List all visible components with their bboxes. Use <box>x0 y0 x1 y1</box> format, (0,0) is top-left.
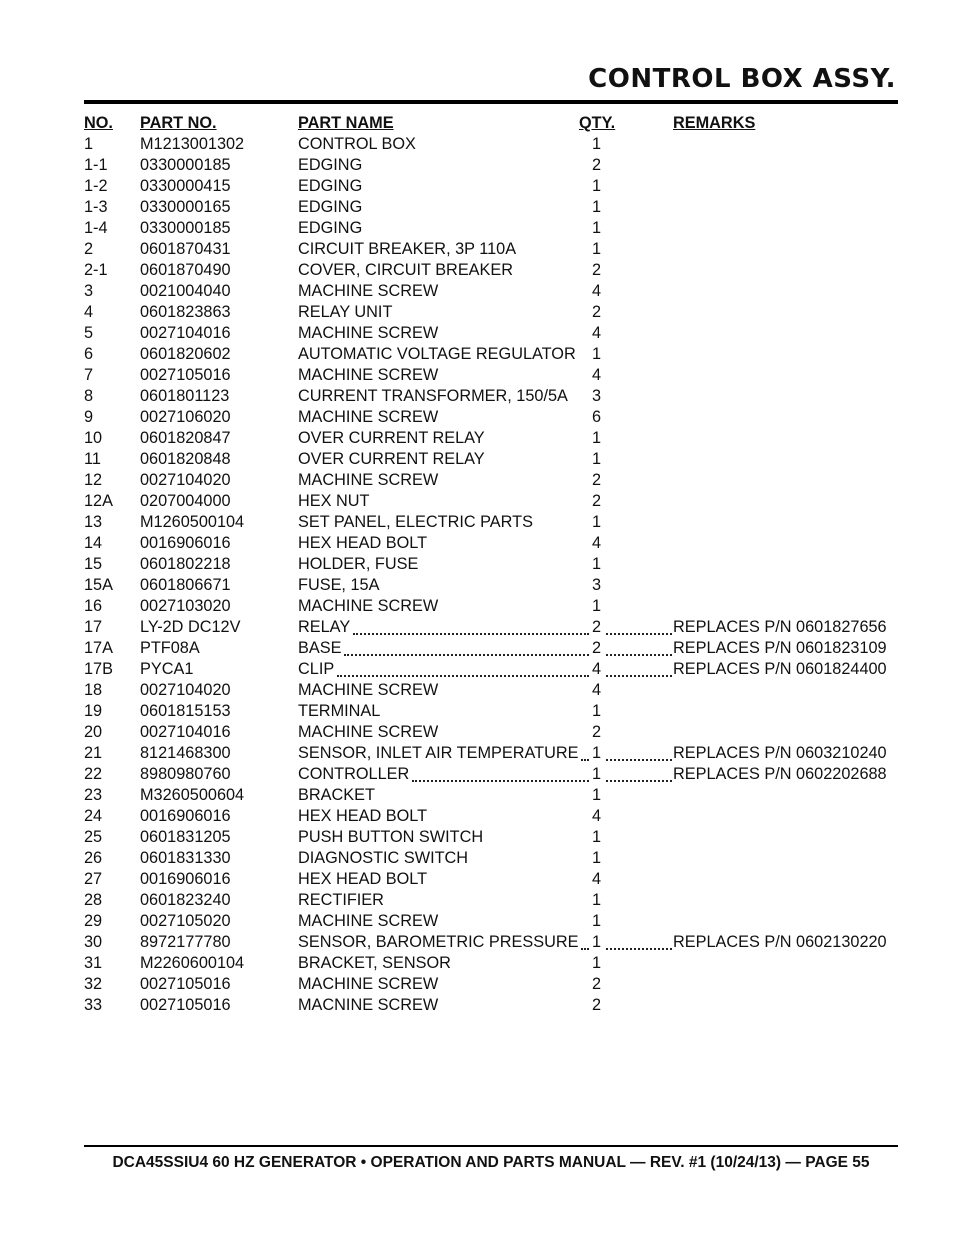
table-row <box>84 470 898 491</box>
part-qty: 1 <box>592 597 602 615</box>
dot-leader <box>606 617 672 635</box>
part-number: LY-2D DC12V <box>140 618 241 636</box>
part-remarks: REPLACES P/N 0601827656 <box>673 618 887 636</box>
part-name: OVER CURRENT RELAY <box>298 450 485 468</box>
table-row <box>84 995 898 1016</box>
part-qty: 1 <box>592 933 602 951</box>
part-qty: 4 <box>592 807 602 825</box>
table-row <box>84 239 898 260</box>
part-qty: 1 <box>592 513 602 531</box>
part-qty: 1 <box>592 135 602 153</box>
header-remarks: REMARKS <box>673 114 756 132</box>
part-qty: 1 <box>592 219 602 237</box>
part-number-index: 1 <box>84 135 94 153</box>
table-row <box>84 344 898 365</box>
part-qty: 1 <box>592 891 602 909</box>
dot-leader <box>581 743 589 761</box>
part-number: 0027105016 <box>140 996 231 1014</box>
part-name: EDGING <box>298 156 363 174</box>
table-row <box>84 260 898 281</box>
part-number-index: 26 <box>84 849 103 867</box>
part-number: 0601831330 <box>140 849 231 867</box>
part-name: SENSOR, BAROMETRIC PRESSURE <box>298 933 579 951</box>
part-name: MACHINE SCREW <box>298 975 439 993</box>
part-name: CONTROLLER <box>298 765 410 783</box>
part-name: CURRENT TRANSFORMER, 150/5A <box>298 387 568 405</box>
dot-leader <box>412 764 589 782</box>
part-number: 0601831205 <box>140 828 231 846</box>
part-number-index: 3 <box>84 282 94 300</box>
page-footer: DCA45SSIU4 60 HZ GENERATOR • OPERATION AND PARTS MANUAL — REV. #1 (10/24/13) — PAGE 55 <box>112 1154 870 1171</box>
part-number: 0027105016 <box>140 975 231 993</box>
part-name: MACHINE SCREW <box>298 408 439 426</box>
part-number: 0601870431 <box>140 240 231 258</box>
part-name: BRACKET, SENSOR <box>298 954 451 972</box>
part-name: MACHINE SCREW <box>298 366 439 384</box>
dot-leader <box>337 659 589 677</box>
part-qty: 2 <box>592 996 602 1014</box>
part-remarks: REPLACES P/N 0601823109 <box>673 639 887 657</box>
table-row <box>84 407 898 428</box>
part-qty: 4 <box>592 324 602 342</box>
part-number-index: 13 <box>84 513 103 531</box>
part-number-index: 1-2 <box>84 177 108 195</box>
header-qty: QTY. <box>579 114 616 132</box>
part-qty: 2 <box>592 303 602 321</box>
part-number: M1260500104 <box>140 513 245 531</box>
part-qty: 4 <box>592 534 602 552</box>
part-number-index: 27 <box>84 870 103 888</box>
part-number-index: 10 <box>84 429 103 447</box>
part-number-index: 24 <box>84 807 103 825</box>
part-number: 0601802218 <box>140 555 231 573</box>
part-qty: 1 <box>592 240 602 258</box>
part-remarks: REPLACES P/N 0602130220 <box>673 933 887 951</box>
part-name: MACHINE SCREW <box>298 324 439 342</box>
table-row <box>84 197 898 218</box>
part-number-index: 31 <box>84 954 103 972</box>
part-name: MACHINE SCREW <box>298 723 439 741</box>
part-name: HOLDER, FUSE <box>298 555 419 573</box>
dot-leader <box>606 743 672 761</box>
part-name: BRACKET <box>298 786 375 804</box>
table-row <box>84 764 898 785</box>
part-number-index: 25 <box>84 828 103 846</box>
part-name: HEX HEAD BOLT <box>298 534 428 552</box>
part-name: FUSE, 15A <box>298 576 380 594</box>
part-name: HEX NUT <box>298 492 370 510</box>
table-row <box>84 302 898 323</box>
table-row <box>84 848 898 869</box>
part-remarks: REPLACES P/N 0601824400 <box>673 660 887 678</box>
part-number-index: 19 <box>84 702 103 720</box>
parts-table <box>84 113 898 1016</box>
part-name: MACHINE SCREW <box>298 681 439 699</box>
dot-leader <box>606 638 672 656</box>
part-name: RECTIFIER <box>298 891 384 909</box>
part-qty: 1 <box>592 828 602 846</box>
part-number-index: 1-1 <box>84 156 108 174</box>
part-number: 0601823863 <box>140 303 231 321</box>
table-row <box>84 176 898 197</box>
part-number: 0601820847 <box>140 429 231 447</box>
part-number: 0330000185 <box>140 156 231 174</box>
part-number-index: 7 <box>84 366 94 384</box>
part-number: 0027104020 <box>140 681 231 699</box>
page-title: CONTROL BOX ASSY. <box>588 64 896 94</box>
part-qty: 1 <box>592 786 602 804</box>
part-number-index: 17B <box>84 660 113 678</box>
part-remarks: REPLACES P/N 0602202688 <box>673 765 887 783</box>
part-number-index: 33 <box>84 996 103 1014</box>
part-number: 0601823240 <box>140 891 231 909</box>
part-name: CLIP <box>298 660 335 678</box>
part-number-index: 11 <box>84 450 101 468</box>
table-row <box>84 638 898 659</box>
table-row <box>84 827 898 848</box>
part-number-index: 17 <box>84 618 103 636</box>
part-qty: 2 <box>592 618 602 636</box>
table-row <box>84 155 898 176</box>
table-body <box>84 134 898 1016</box>
part-number: 0601870490 <box>140 261 231 279</box>
part-number: 0016906016 <box>140 807 231 825</box>
table-row <box>84 890 898 911</box>
dot-leader <box>353 617 589 635</box>
table-row <box>84 911 898 932</box>
part-name: CIRCUIT BREAKER, 3P 110A <box>298 240 517 258</box>
part-qty: 1 <box>592 450 602 468</box>
part-number: 0330000415 <box>140 177 231 195</box>
header-part-name: PART NAME <box>298 114 394 132</box>
part-qty: 4 <box>592 681 602 699</box>
part-qty: 4 <box>592 282 602 300</box>
dot-leader <box>344 638 589 656</box>
part-number: 0027104016 <box>140 723 231 741</box>
part-number: 0601801123 <box>140 387 230 405</box>
part-qty: 6 <box>592 408 602 426</box>
part-number: 0027105020 <box>140 912 231 930</box>
table-row <box>84 932 898 953</box>
part-number: 0601806671 <box>140 576 231 594</box>
part-name: MACHINE SCREW <box>298 597 439 615</box>
part-name: OVER CURRENT RELAY <box>298 429 485 447</box>
table-row <box>84 554 898 575</box>
part-name: EDGING <box>298 177 363 195</box>
part-qty: 4 <box>592 366 602 384</box>
part-number: 0330000165 <box>140 198 231 216</box>
part-number: 8972177780 <box>140 933 231 951</box>
part-name: HEX HEAD BOLT <box>298 807 428 825</box>
part-number-index: 2-1 <box>84 261 108 279</box>
part-number: 0027103020 <box>140 597 231 615</box>
table-row <box>84 785 898 806</box>
part-number: M2260600104 <box>140 954 245 972</box>
part-name: TERMINAL <box>298 702 381 720</box>
part-name: RELAY UNIT <box>298 303 393 321</box>
part-qty: 1 <box>592 198 602 216</box>
part-name: AUTOMATIC VOLTAGE REGULATOR <box>298 345 576 363</box>
part-name: COVER, CIRCUIT BREAKER <box>298 261 514 279</box>
part-number: M3260500604 <box>140 786 245 804</box>
table-row <box>84 533 898 554</box>
part-number-index: 2 <box>84 240 94 258</box>
part-qty: 3 <box>592 387 602 405</box>
part-name: RELAY <box>298 618 351 636</box>
part-number-index: 30 <box>84 933 103 951</box>
part-number: 8980980760 <box>140 765 231 783</box>
part-name: MACHINE SCREW <box>298 471 439 489</box>
table-row <box>84 428 898 449</box>
table-row <box>84 218 898 239</box>
part-name: MACHINE SCREW <box>298 912 439 930</box>
part-number-index: 18 <box>84 681 103 699</box>
part-name: MACNINE SCREW <box>298 996 439 1014</box>
part-qty: 2 <box>592 975 602 993</box>
part-number: 0601820848 <box>140 450 231 468</box>
part-number-index: 9 <box>84 408 94 426</box>
part-number: 0016906016 <box>140 870 231 888</box>
part-name: BASE <box>298 639 342 657</box>
part-number: 8121468300 <box>140 744 231 762</box>
part-qty: 2 <box>592 723 602 741</box>
part-number-index: 17A <box>84 639 113 657</box>
table-row <box>84 974 898 995</box>
table-row <box>84 596 898 617</box>
part-qty: 1 <box>592 702 602 720</box>
footer-rule <box>84 1145 898 1147</box>
part-number-index: 1-4 <box>84 219 108 237</box>
table-row <box>84 575 898 596</box>
table-row <box>84 680 898 701</box>
part-number-index: 1-3 <box>84 198 108 216</box>
part-number-index: 28 <box>84 891 103 909</box>
table-row <box>84 617 898 638</box>
part-number-index: 14 <box>84 534 103 552</box>
table-row <box>84 869 898 890</box>
dot-leader <box>606 659 672 677</box>
part-number: 0601815153 <box>140 702 231 720</box>
table-row <box>84 449 898 470</box>
table-header-row <box>84 113 898 134</box>
part-number: 0021004040 <box>140 282 231 300</box>
part-qty: 1 <box>592 765 602 783</box>
table-row <box>84 659 898 680</box>
part-number: 0027106020 <box>140 408 231 426</box>
dot-leader <box>606 932 672 950</box>
part-qty: 1 <box>592 912 602 930</box>
part-number-index: 6 <box>84 345 94 363</box>
table-row <box>84 365 898 386</box>
part-name: SET PANEL, ELECTRIC PARTS <box>298 513 533 531</box>
part-number: PTF08A <box>140 639 200 657</box>
part-number-index: 22 <box>84 765 103 783</box>
part-number-index: 15A <box>84 576 113 594</box>
part-number-index: 29 <box>84 912 103 930</box>
table-row <box>84 386 898 407</box>
part-number-index: 21 <box>84 744 103 762</box>
part-qty: 1 <box>592 744 602 762</box>
table-row <box>84 806 898 827</box>
part-number: 0207004000 <box>140 492 231 510</box>
part-remarks: REPLACES P/N 0603210240 <box>673 744 887 762</box>
table-row <box>84 323 898 344</box>
title-rule <box>84 100 898 104</box>
part-qty: 1 <box>592 555 602 573</box>
part-number-index: 15 <box>84 555 103 573</box>
part-number-index: 12 <box>84 471 103 489</box>
part-number: 0330000185 <box>140 219 231 237</box>
header-part-no: PART NO. <box>140 114 217 132</box>
table-row <box>84 722 898 743</box>
table-row <box>84 491 898 512</box>
part-number-index: 5 <box>84 324 94 342</box>
part-number: 0027104016 <box>140 324 231 342</box>
table-row <box>84 281 898 302</box>
part-qty: 4 <box>592 870 602 888</box>
part-number: PYCA1 <box>140 660 194 678</box>
table-row <box>84 512 898 533</box>
part-qty: 2 <box>592 156 602 174</box>
part-name: CONTROL BOX <box>298 135 416 153</box>
part-qty: 2 <box>592 639 602 657</box>
table-row <box>84 701 898 722</box>
part-name: EDGING <box>298 198 363 216</box>
part-qty: 1 <box>592 177 602 195</box>
part-number: M1213001302 <box>140 135 245 153</box>
part-number-index: 8 <box>84 387 94 405</box>
part-number-index: 32 <box>84 975 103 993</box>
dot-leader <box>581 932 589 950</box>
part-name: HEX HEAD BOLT <box>298 870 428 888</box>
part-name: PUSH BUTTON SWITCH <box>298 828 484 846</box>
part-name: MACHINE SCREW <box>298 282 439 300</box>
table-row <box>84 953 898 974</box>
part-qty: 4 <box>592 660 602 678</box>
part-number-index: 4 <box>84 303 94 321</box>
part-number: 0016906016 <box>140 534 231 552</box>
part-number-index: 12A <box>84 492 113 510</box>
part-number-index: 23 <box>84 786 103 804</box>
part-qty: 2 <box>592 471 602 489</box>
part-number: 0027105016 <box>140 366 231 384</box>
part-qty: 1 <box>592 345 602 363</box>
part-qty: 1 <box>592 849 602 867</box>
part-name: EDGING <box>298 219 363 237</box>
part-name: SENSOR, INLET AIR TEMPERATURE <box>298 744 579 762</box>
table-row <box>84 134 898 155</box>
part-number: 0027104020 <box>140 471 231 489</box>
part-number-index: 20 <box>84 723 103 741</box>
part-qty: 1 <box>592 954 602 972</box>
table-row <box>84 743 898 764</box>
part-number: 0601820602 <box>140 345 231 363</box>
part-qty: 3 <box>592 576 602 594</box>
part-qty: 1 <box>592 429 602 447</box>
part-number-index: 16 <box>84 597 103 615</box>
header-no: NO. <box>84 114 113 132</box>
part-qty: 2 <box>592 492 602 510</box>
dot-leader <box>606 764 672 782</box>
part-name: DIAGNOSTIC SWITCH <box>298 849 469 867</box>
part-qty: 2 <box>592 261 602 279</box>
